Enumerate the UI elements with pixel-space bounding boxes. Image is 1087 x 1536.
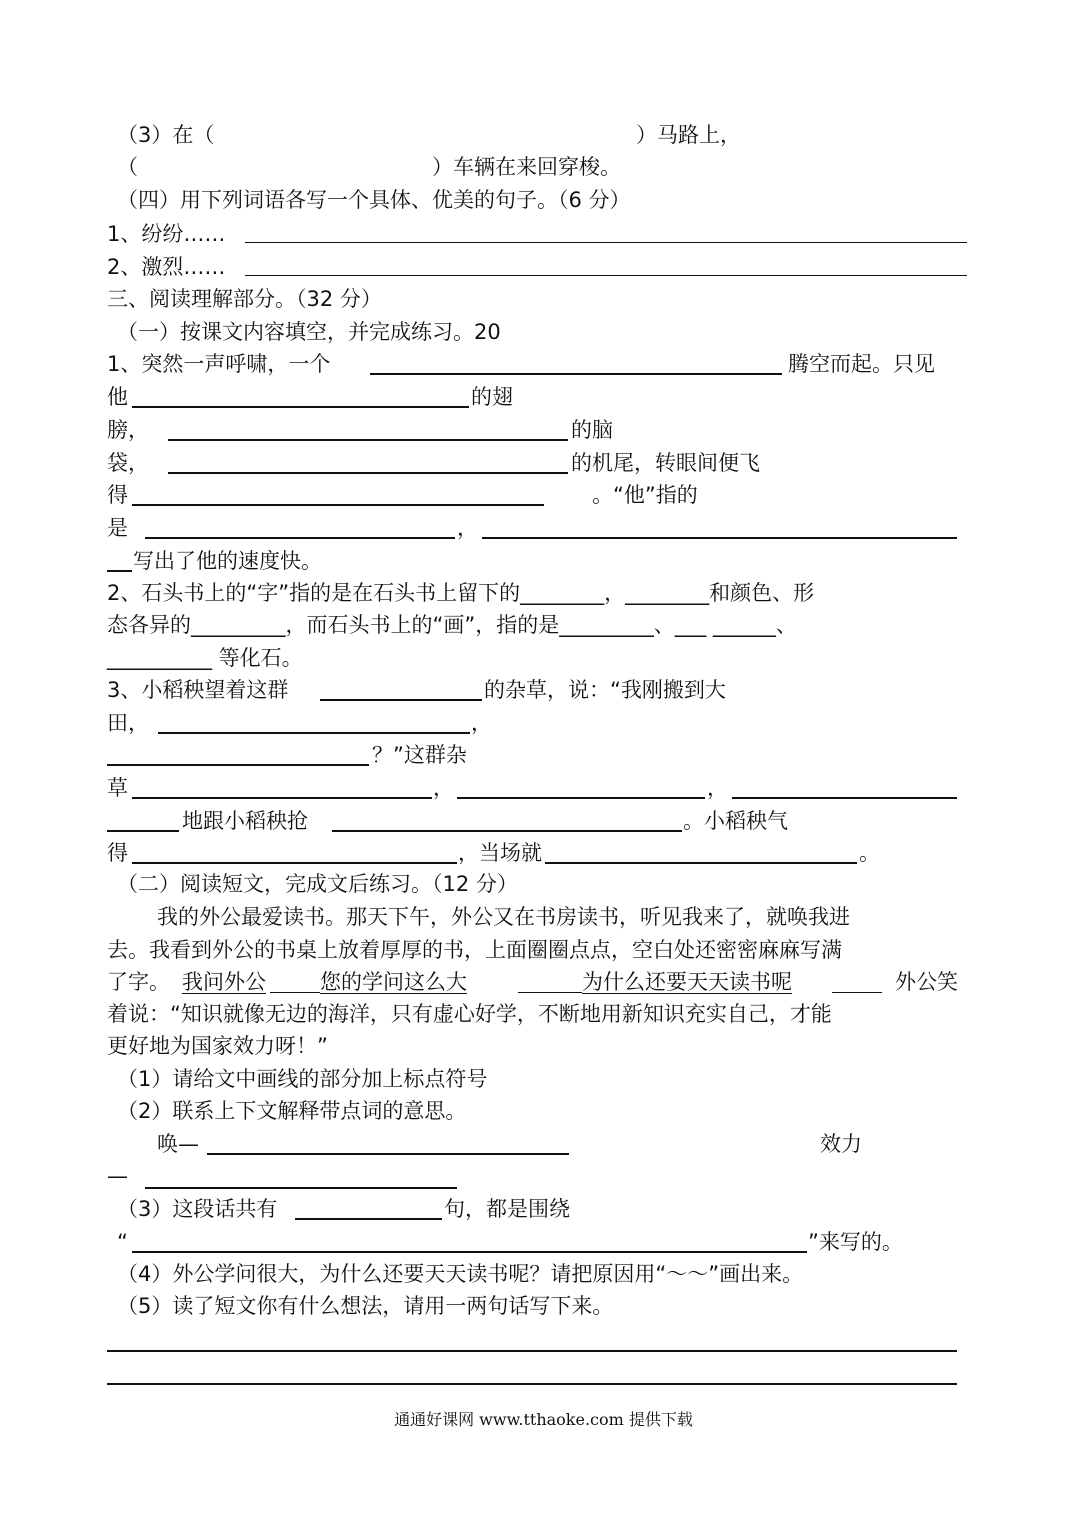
underlined-sentence: 我问外公 <box>182 970 266 994</box>
word-fenfen: 1、纷纷…… <box>107 222 226 246</box>
exercise-3: （3）这段话共有 <box>117 1197 278 1221</box>
underline-gap <box>270 992 320 993</box>
q1-text: ， <box>457 516 478 540</box>
section-3-heading: 三、阅读理解部分。（32 分） <box>107 287 382 311</box>
passage-text: 着说：“知识就像无边的海洋，只有虚心好学，不断地用新知识充实自己，才能 <box>107 1002 832 1026</box>
exercise-3: 句，都是围绕 <box>444 1197 570 1221</box>
underline-gap <box>518 992 582 993</box>
answer-line[interactable] <box>168 472 568 474</box>
q3-text: ，当场就 <box>458 841 542 865</box>
q2-text: 态各异的_________，而石头书上的“画”，指的是_________、___ ______、 <box>107 613 797 637</box>
answer-line[interactable] <box>295 1218 442 1220</box>
answer-line[interactable] <box>132 406 469 408</box>
q1-text: 的脑 <box>571 418 613 442</box>
q3-text: ， <box>433 776 454 800</box>
q3-vehicles: ）车辆在来回穿梭。 <box>432 155 621 179</box>
word-huan: 唤— <box>157 1132 199 1156</box>
q1-text: 1、突然一声呼啸，一个 <box>107 352 331 376</box>
q3-text: ， <box>471 711 492 735</box>
answer-line[interactable] <box>545 862 857 864</box>
answer-line[interactable] <box>732 797 957 799</box>
answer-line[interactable] <box>107 570 132 572</box>
exercise-3: “ <box>117 1230 128 1254</box>
answer-line[interactable] <box>158 732 470 734</box>
answer-line[interactable] <box>145 1187 457 1189</box>
exercise-1: （1）请给文中画线的部分加上标点符号 <box>117 1067 488 1091</box>
answer-line[interactable] <box>482 537 957 539</box>
q3-text: 的杂草，说：“我刚搬到大 <box>484 678 726 702</box>
page-footer: 通通好课网 www.tthaoke.com 提供下载 <box>394 1410 693 1429</box>
word-xiaoli-dash: — <box>107 1164 128 1188</box>
q2-text: __________ 等化石。 <box>107 646 303 670</box>
answer-line[interactable] <box>457 797 705 799</box>
answer-line[interactable] <box>320 699 482 701</box>
answer-line[interactable] <box>332 830 682 832</box>
q3-road: ）马路上， <box>636 123 741 147</box>
passage-text: 外公笑 <box>895 970 958 994</box>
word-xiaoli: 效力 <box>820 1132 862 1156</box>
q3-text: 得 <box>107 841 128 865</box>
answer-line[interactable] <box>168 439 568 441</box>
q1-text: 的机尾，转眼间便飞 <box>571 451 760 475</box>
answer-line[interactable] <box>107 764 369 766</box>
q3-text: 。小稻秧气 <box>683 809 788 833</box>
q3-text: 3、小稻秧望着这群 <box>107 678 289 702</box>
q1-text: 是 <box>107 516 128 540</box>
q3-text: ， <box>707 776 728 800</box>
q1-text: 膀， <box>107 418 149 442</box>
q3-text: 。 <box>859 841 880 865</box>
q1-text: 袋， <box>107 451 149 475</box>
answer-line[interactable] <box>107 1383 957 1385</box>
passage-text: 了字。 <box>107 970 170 994</box>
passage-text: 去。我看到外公的书桌上放着厚厚的书，上面圈圈点点，空白处还密密麻麻写满 <box>107 938 842 962</box>
exercise-3: ”来写的。 <box>808 1230 903 1254</box>
section-4-heading: （四）用下列词语各写一个具体、优美的句子。（6 分） <box>117 188 631 212</box>
exercise-5: （5）读了短文你有什么想法，请用一两句话写下来。 <box>117 1294 614 1318</box>
part-1-heading: （一）按课文内容填空，并完成练习。20 <box>117 320 501 344</box>
q1-text: 他 <box>107 385 128 409</box>
underline-gap <box>832 992 882 993</box>
answer-line[interactable] <box>107 830 179 832</box>
passage-text: 我的外公最爱读书。那天下午，外公又在书房读书，听见我来了，就唤我进 <box>157 905 850 929</box>
q1-text: 写出了他的速度快。 <box>133 549 322 573</box>
answer-line[interactable] <box>132 504 544 506</box>
answer-line[interactable] <box>370 373 782 375</box>
answer-line[interactable] <box>245 275 967 276</box>
answer-line[interactable] <box>207 1153 569 1155</box>
q3-text: 草 <box>107 776 128 800</box>
answer-line[interactable] <box>132 797 432 799</box>
underlined-sentence: 为什么还要天天读书呢 <box>582 970 792 994</box>
q1-text: 腾空而起。只见 <box>788 352 935 376</box>
answer-line[interactable] <box>132 1251 807 1253</box>
exercise-4: （4）外公学问很大，为什么还要天天读书呢？请把原因用“～～”画出来。 <box>117 1262 804 1286</box>
underlined-sentence: 您的学问这么大 <box>320 970 467 994</box>
q2-text: 2、石头书上的“字”指的是在石头书上留下的________，________和颜色、形 <box>107 581 815 605</box>
q1-text: 得 <box>107 483 128 507</box>
q1-text: 的翅 <box>471 385 513 409</box>
exercise-2: （2）联系上下文解释带点词的意思。 <box>117 1099 467 1123</box>
answer-line[interactable] <box>107 1350 957 1352</box>
part-2-heading: （二）阅读短文，完成文后练习。（12 分） <box>117 872 518 896</box>
q3-text: 田， <box>107 711 149 735</box>
answer-line[interactable] <box>245 242 967 243</box>
answer-line[interactable] <box>132 862 457 864</box>
q3-paren: （ <box>117 155 138 179</box>
q3-text: 地跟小稻秧抢 <box>182 809 308 833</box>
q3-text: ？”这群杂 <box>372 743 467 767</box>
answer-line[interactable] <box>145 537 455 539</box>
q1-text: 。“他”指的 <box>592 483 698 507</box>
passage-text: 更好地为国家效力呀！” <box>107 1034 328 1058</box>
q3-prefix: （3）在（ <box>117 123 215 147</box>
word-jilie: 2、激烈…… <box>107 255 226 279</box>
